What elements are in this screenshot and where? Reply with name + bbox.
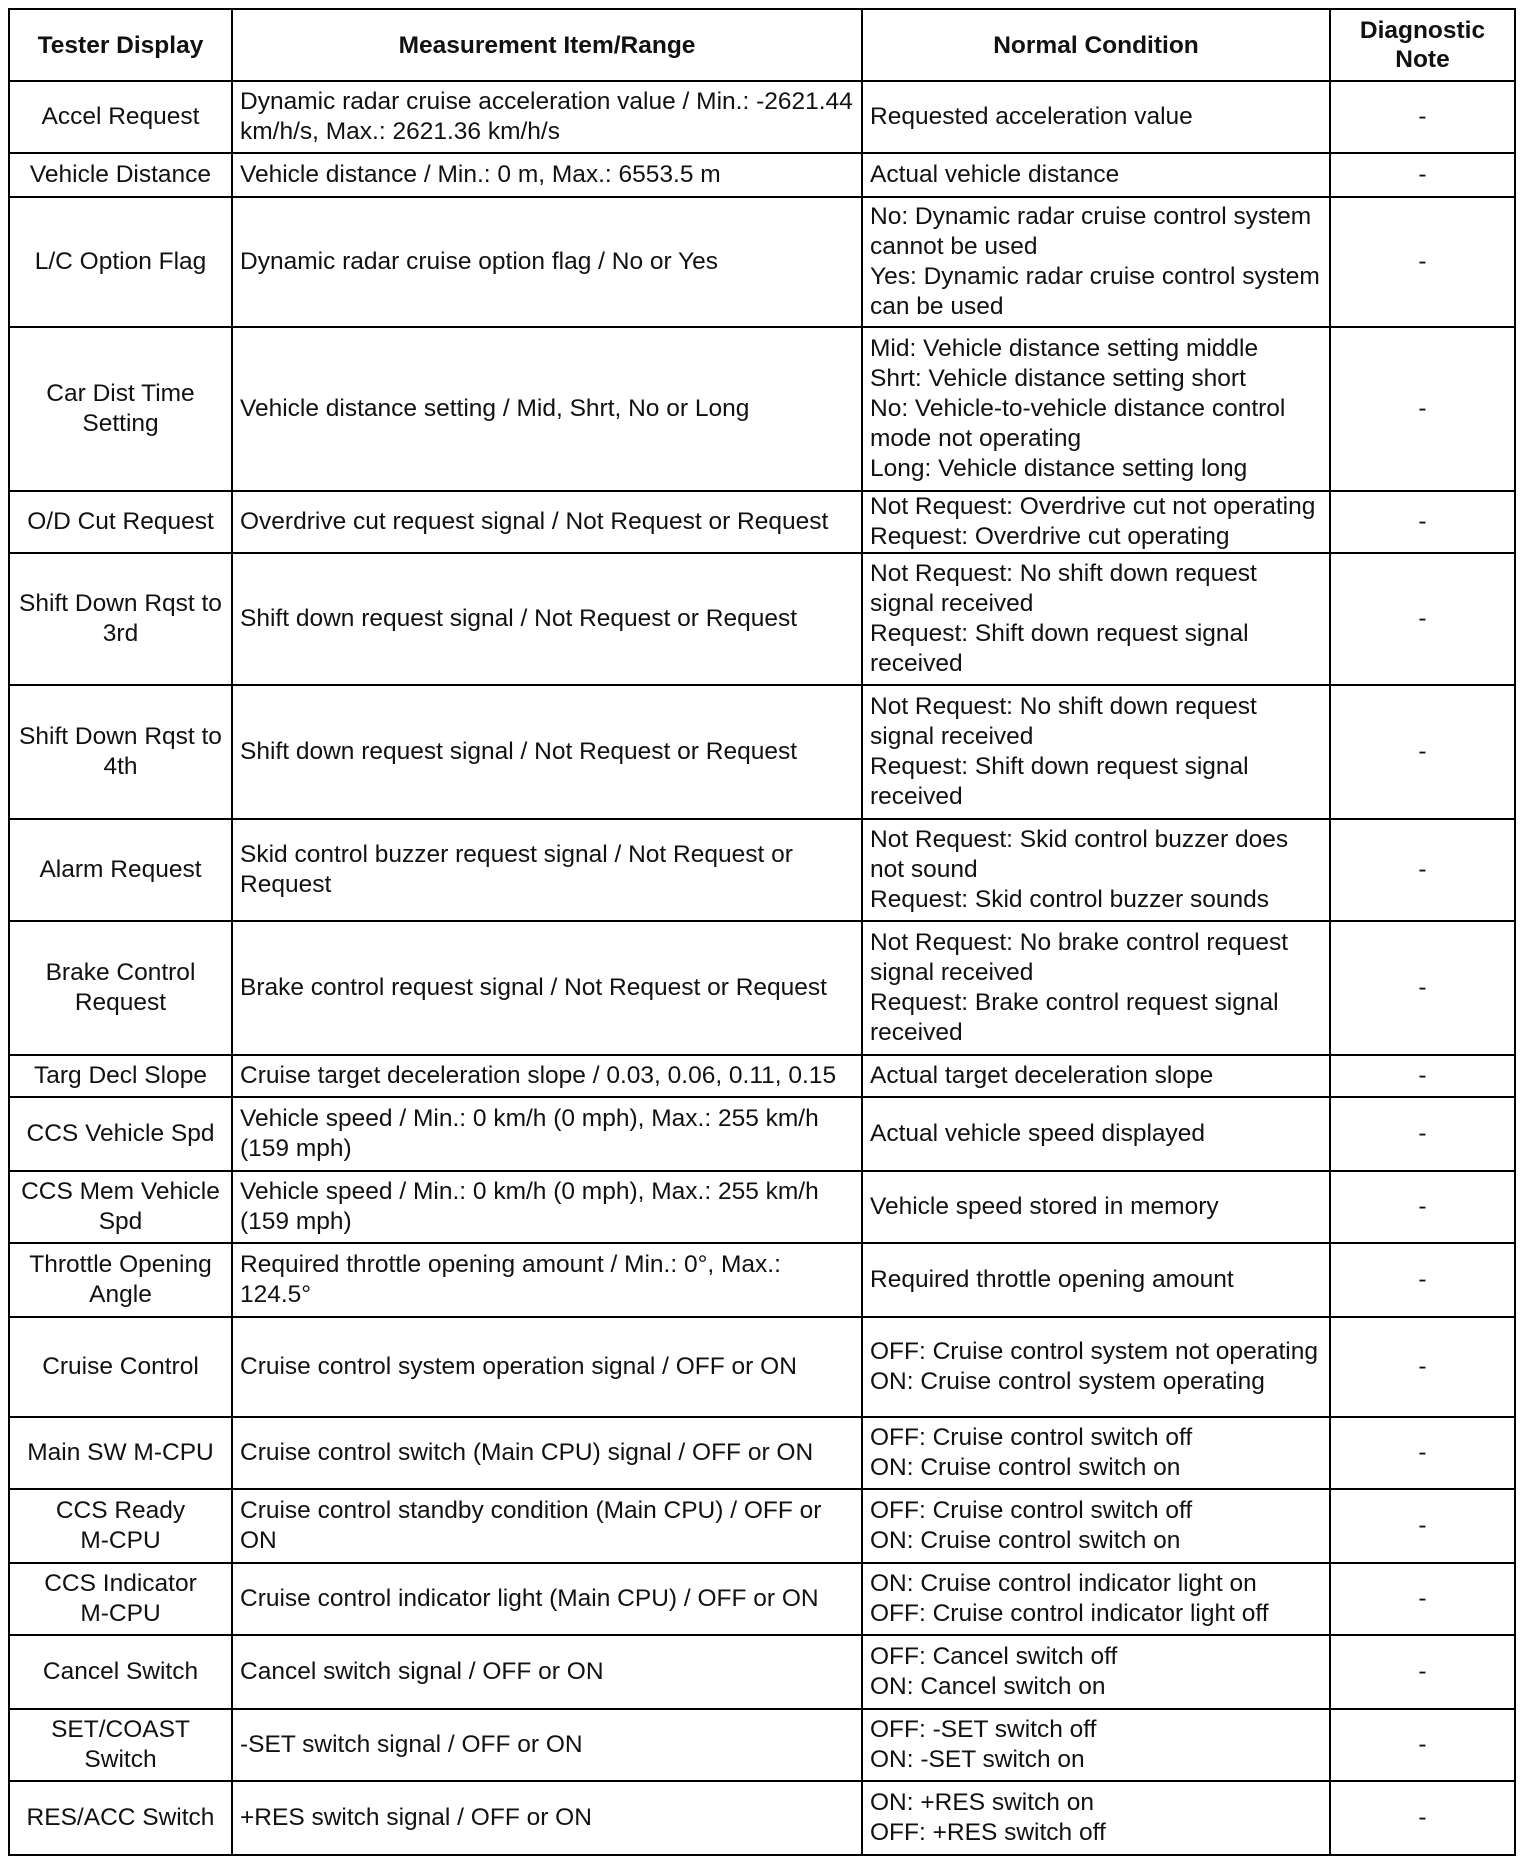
normal-condition-cell-line: OFF: Cruise control indicator light off [870,1600,1269,1627]
normal-condition-cell [862,685,1330,819]
measurement-item-cell-line: Cancel switch signal / OFF or ON [240,1658,604,1685]
measurement-item-cell-line: Shift down request signal / Not Request or Request [240,605,798,632]
tester-display-cell-line: Angle [89,1281,152,1308]
tester-display-cell [9,819,232,921]
normal-condition-cell-line: Request: Shift down request signal received [870,620,1249,677]
measurement-item-cell [232,1097,862,1171]
measurement-item-cell [232,1317,862,1417]
table-row [9,1635,1515,1709]
tester-display-cell [9,1635,232,1709]
table-row [9,327,1515,491]
diagnostic-note-cell: - [1330,921,1515,1055]
tester-display-cell [9,1709,232,1781]
tester-display-cell [9,921,232,1055]
measurement-item-cell-line: -SET switch signal / OFF or ON [240,1731,583,1758]
diagnostic-note-cell: - [1330,553,1515,685]
normal-condition-cell [862,819,1330,921]
normal-condition-cell-line: Request: Shift down request signal received [870,753,1249,810]
normal-condition-cell-line: Request: Skid control buzzer sounds [870,886,1270,913]
diagnostic-note-cell: - [1330,1489,1515,1563]
diagnostic-note-cell: - [1330,1635,1515,1709]
measurement-item-cell-line: Cruise control indicator light (Main CPU) / OFF or ON [240,1585,819,1612]
measurement-item-cell-line: Dynamic radar cruise option flag / No or Yes [240,248,718,275]
tester-display-cell [9,491,232,553]
normal-condition-cell [862,81,1330,153]
normal-condition-cell [862,197,1330,327]
tester-display-cell-line: Alarm Request [39,856,202,883]
normal-condition-cell-line: Actual vehicle distance [870,161,1120,188]
normal-condition-cell-line: Vehicle speed stored in memory [870,1193,1219,1220]
table-row [9,685,1515,819]
diagnostic-note-cell: - [1330,819,1515,921]
tester-display-cell [9,685,232,819]
normal-condition-cell-line: Shrt: Vehicle distance setting short [870,365,1246,392]
measurement-item-cell-line: Cruise control system operation signal / OFF or ON [240,1353,797,1380]
header-row [9,9,1515,81]
normal-condition-cell-line: Required throttle opening amount [870,1266,1234,1293]
measurement-item-cell [232,1243,862,1317]
normal-condition-cell [862,1097,1330,1171]
header-normal-condition: Normal Condition [862,9,1330,81]
diagnostic-note-cell: - [1330,1171,1515,1243]
normal-condition-cell [862,1781,1330,1855]
normal-condition-cell-line: ON: Cruise control switch on [870,1454,1181,1481]
tester-display-cell [9,1171,232,1243]
table-body [9,81,1515,1855]
tester-display-cell-line: Targ Decl Slope [34,1062,207,1089]
tester-display-cell-line: CCS Ready [55,1497,186,1524]
normal-condition-cell-line: Not Request: No shift down request signal received [870,560,1257,617]
diagnostic-note-cell: - [1330,81,1515,153]
normal-condition-cell-line: OFF: Cruise control switch off [870,1424,1193,1451]
diagnostic-note-cell: - [1330,153,1515,197]
normal-condition-cell [862,553,1330,685]
table-row [9,491,1515,553]
normal-condition-cell-line: No: Dynamic radar cruise control system cannot be used [870,203,1312,260]
normal-condition-cell-line: OFF: -SET switch off [870,1716,1097,1743]
measurement-item-cell [232,327,862,491]
measurement-item-cell-line: Cruise control standby condition (Main CPU) / OFF or ON [240,1497,822,1554]
table-row [9,1171,1515,1243]
measurement-item-cell-line: Vehicle speed / Min.: 0 km/h (0 mph), Max.: 255 km/h (159 mph) [240,1178,819,1235]
header-diagnostic-note [1330,9,1515,81]
measurement-item-cell [232,1781,862,1855]
tester-display-cell-line: CCS Vehicle Spd [26,1120,215,1147]
tester-display-cell-line: L/C Option Flag [34,248,207,275]
measurement-item-cell-line: Vehicle speed / Min.: 0 km/h (0 mph), Max.: 255 km/h (159 mph) [240,1105,819,1162]
diagnostic-note-cell: - [1330,1243,1515,1317]
measurement-item-cell-line: Cruise control switch (Main CPU) signal / OFF or ON [240,1439,814,1466]
normal-condition-cell-line: Not Request: No shift down request signal received [870,693,1257,750]
tester-display-cell [9,1489,232,1563]
normal-condition-cell [862,1243,1330,1317]
normal-condition-cell-line: Not Request: Skid control buzzer does not sound [870,826,1289,883]
table-row [9,1563,1515,1635]
diagnostic-note-cell: - [1330,1563,1515,1635]
normal-condition-cell-line: OFF: Cruise control system not operating [870,1338,1318,1365]
measurement-item-cell-line: +RES switch signal / OFF or ON [240,1804,592,1831]
tester-display-cell-line: M-CPU [80,1527,161,1554]
tester-display-cell [9,1055,232,1097]
normal-condition-cell [862,921,1330,1055]
measurement-item-cell-line: Vehicle distance setting / Mid, Shrt, No or Long [240,395,750,422]
normal-condition-cell-line: Mid: Vehicle distance setting middle [870,335,1259,362]
data-list-table [8,8,1516,1856]
tester-display-cell-line: Vehicle Distance [29,161,212,188]
measurement-item-cell [232,153,862,197]
tester-display-cell-line: Spd [98,1208,143,1235]
tester-display-cell-line: Switch [84,1746,157,1773]
normal-condition-cell [862,1709,1330,1781]
tester-display-cell-line: Shift Down Rqst to [19,590,222,617]
normal-condition-cell-line: Not Request: No brake control request signal received [870,929,1289,986]
tester-display-cell-line: O/D Cut Request [27,508,214,535]
header-diagnostic-line2: Note [1395,46,1450,73]
tester-display-cell [9,1097,232,1171]
diagnostic-note-cell: - [1330,1097,1515,1171]
normal-condition-cell [862,1171,1330,1243]
table-row [9,1097,1515,1171]
measurement-item-cell [232,81,862,153]
normal-condition-cell [862,153,1330,197]
measurement-item-cell [232,685,862,819]
tester-display-cell-line: Request [74,989,167,1016]
normal-condition-cell-line: OFF: Cancel switch off [870,1643,1118,1670]
measurement-item-cell [232,1709,862,1781]
table-row [9,553,1515,685]
tester-display-cell [9,197,232,327]
normal-condition-cell-line: ON: +RES switch on [870,1789,1094,1816]
normal-condition-cell-line: ON: Cruise control system operating [870,1368,1265,1395]
tester-display-cell [9,553,232,685]
normal-condition-cell-line: Request: Overdrive cut operating [870,523,1230,550]
table-row [9,921,1515,1055]
table-row [9,1709,1515,1781]
measurement-item-cell-line: Skid control buzzer request signal / Not Request or Request [240,841,793,898]
normal-condition-cell-line: Not Request: Overdrive cut not operating [870,493,1316,520]
normal-condition-cell [862,1317,1330,1417]
tester-display-cell [9,81,232,153]
table-row [9,1317,1515,1417]
tester-display-cell-line: Cruise Control [42,1353,199,1380]
measurement-item-cell [232,197,862,327]
tester-display-cell [9,153,232,197]
diagnostic-note-cell: - [1330,1417,1515,1489]
header-measurement-item: Measurement Item/Range [232,9,862,81]
diagnostic-note-cell: - [1330,1055,1515,1097]
table-row [9,1055,1515,1097]
diagnostic-note-cell: - [1330,685,1515,819]
table-row [9,153,1515,197]
table-row [9,1781,1515,1855]
tester-display-cell [9,327,232,491]
tester-display-cell-line: Accel Request [41,103,200,130]
measurement-item-cell [232,491,862,553]
measurement-item-cell-line: Shift down request signal / Not Request or Request [240,738,798,765]
normal-condition-cell-line: Actual target deceleration slope [870,1062,1214,1089]
measurement-item-cell [232,1055,862,1097]
normal-condition-cell-line: Yes: Dynamic radar cruise control system can be used [870,263,1320,320]
normal-condition-cell-line: ON: Cancel switch on [870,1673,1106,1700]
diagnostic-note-cell: - [1330,1781,1515,1855]
diagnostic-note-cell: - [1330,197,1515,327]
tester-display-cell-line: Cancel Switch [42,1658,199,1685]
normal-condition-cell-line: Actual vehicle speed displayed [870,1120,1206,1147]
diagnostic-note-cell: - [1330,1709,1515,1781]
diagnostic-note-cell: - [1330,491,1515,553]
table-row [9,197,1515,327]
normal-condition-cell [862,327,1330,491]
normal-condition-cell-line: Requested acceleration value [870,103,1193,130]
tester-display-cell [9,1563,232,1635]
normal-condition-cell [862,1055,1330,1097]
measurement-item-cell [232,1171,862,1243]
header-diagnostic-line1: Diagnostic [1359,17,1486,44]
measurement-item-cell-line: Vehicle distance / Min.: 0 m, Max.: 6553.5 m [240,161,721,188]
measurement-item-cell [232,921,862,1055]
tester-display-cell-line: M-CPU [80,1600,161,1627]
tester-display-cell-line: Throttle Opening [29,1251,212,1278]
tester-display-cell-line: Setting [82,410,159,437]
diagnostic-note-cell: - [1330,327,1515,491]
measurement-item-cell-line: Required throttle opening amount / Min.: 0°, Max.: 124.5° [240,1251,781,1308]
normal-condition-cell-line: OFF: Cruise control switch off [870,1497,1193,1524]
tester-display-cell-line: 4th [103,753,138,780]
measurement-item-cell-line: Overdrive cut request signal / Not Request or Request [240,508,829,535]
header-tester-display: Tester Display [9,9,232,81]
measurement-item-cell [232,1563,862,1635]
normal-condition-cell [862,1635,1330,1709]
normal-condition-cell-line: ON: Cruise control indicator light on [870,1570,1257,1597]
tester-display-cell-line: Car Dist Time [46,380,195,407]
normal-condition-cell-line: ON: Cruise control switch on [870,1527,1181,1554]
measurement-item-cell [232,1635,862,1709]
table-row [9,1417,1515,1489]
normal-condition-cell-line: Request: Brake control request signal received [870,989,1279,1046]
measurement-item-cell [232,819,862,921]
table-row [9,1489,1515,1563]
measurement-item-cell [232,553,862,685]
tester-display-cell-line: Shift Down Rqst to [19,723,222,750]
tester-display-cell [9,1317,232,1417]
tester-display-cell-line: SET/COAST [51,1716,190,1743]
normal-condition-cell-line: Long: Vehicle distance setting long [870,455,1248,482]
tester-display-cell-line: Main SW M-CPU [27,1439,214,1466]
normal-condition-cell [862,1563,1330,1635]
tester-display-cell-line: Brake Control [45,959,196,986]
normal-condition-cell-line: OFF: +RES switch off [870,1819,1106,1846]
measurement-item-cell-line: Dynamic radar cruise acceleration value / Min.: -2621.44 km/h/s, Max.: 2621.36 km/h/s [240,88,853,145]
normal-condition-cell [862,1489,1330,1563]
diagnostic-note-cell: - [1330,1317,1515,1417]
normal-condition-cell-line: ON: -SET switch on [870,1746,1085,1773]
tester-display-cell-line: CCS Indicator [44,1570,197,1597]
measurement-item-cell [232,1417,862,1489]
normal-condition-cell [862,1417,1330,1489]
table-row [9,1243,1515,1317]
tester-display-cell [9,1243,232,1317]
measurement-item-cell-line: Brake control request signal / Not Request or Request [240,974,827,1001]
normal-condition-cell [862,491,1330,553]
measurement-item-cell [232,1489,862,1563]
data-list-sheet [8,8,1514,1856]
table-row [9,819,1515,921]
tester-display-cell [9,1781,232,1855]
tester-display-cell-line: CCS Mem Vehicle [21,1178,220,1205]
tester-display-cell-line: RES/ACC Switch [26,1804,215,1831]
measurement-item-cell-line: Cruise target deceleration slope / 0.03, 0.06, 0.11, 0.15 [240,1062,837,1089]
tester-display-cell [9,1417,232,1489]
table-row [9,81,1515,153]
tester-display-cell-line: 3rd [102,620,139,647]
normal-condition-cell-line: No: Vehicle-to-vehicle distance control mode not operating [870,395,1286,452]
